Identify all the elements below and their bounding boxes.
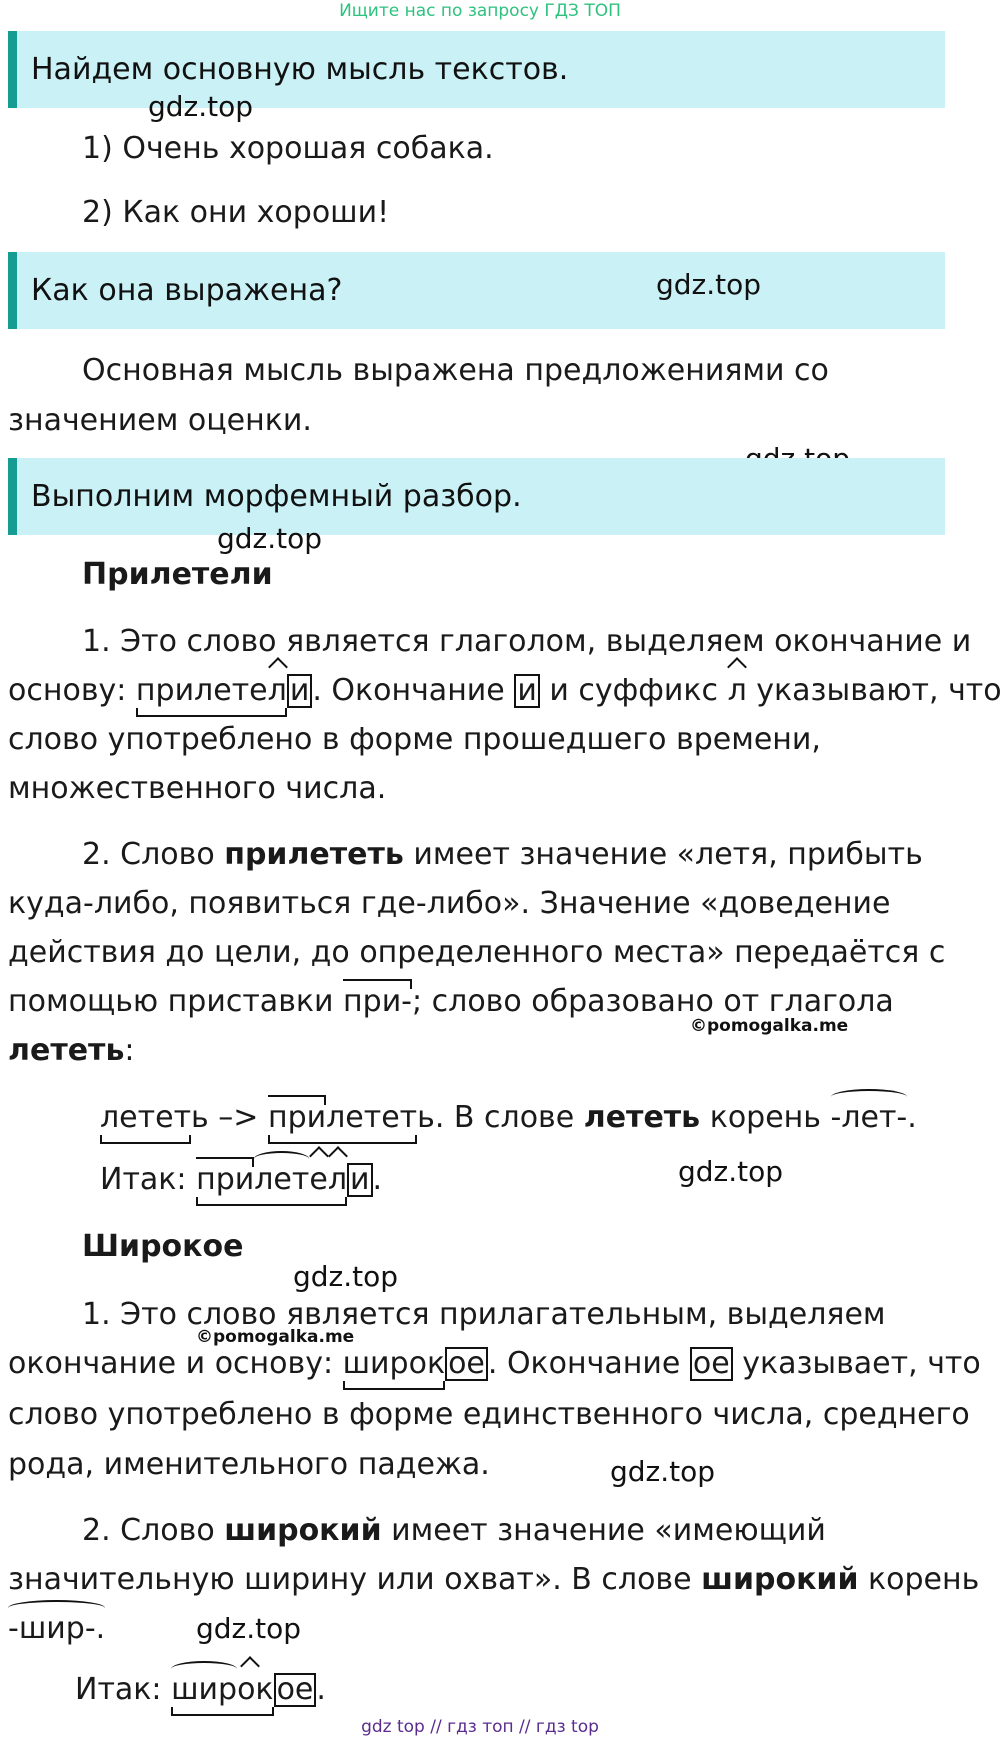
text: 2. Слово	[82, 1513, 225, 1548]
heading-morpheme: Выполним морфемный разбор.	[31, 479, 522, 514]
derivation-line: лететь –> прилететь. В слове лететь корень -лет-.	[100, 1093, 917, 1144]
text: 2. Слово	[82, 837, 225, 872]
suffix-mark: л	[728, 666, 747, 715]
paragraph-line: действия до цели, до определенного места» передаётся с	[8, 935, 946, 970]
text: указывает, что	[732, 1346, 981, 1381]
text: Итак:	[100, 1162, 197, 1197]
prefix-mark: при	[196, 1155, 254, 1204]
ending-mark: и	[514, 674, 540, 708]
text: корень	[858, 1562, 980, 1597]
list-item: 1) Очень хорошая собака.	[82, 131, 494, 166]
paragraph-line: слово употреблено в форме прошедшего времени,	[8, 722, 821, 757]
paragraph-line: значением оценки.	[8, 403, 312, 438]
paragraph-line	[82, 830, 923, 879]
conclusion-line	[75, 1665, 326, 1716]
heading-box-expression	[8, 252, 945, 329]
paragraph-line: Основная мысль выражена предложениями со	[82, 353, 829, 388]
conclusion-line	[100, 1155, 382, 1206]
text: . Окончание	[312, 673, 515, 708]
top-banner: Ищите нас по запросу ГДЗ ТОП	[339, 1, 621, 21]
paragraph-line	[8, 1026, 135, 1075]
paragraph-line: множественного числа.	[8, 771, 387, 806]
root-mark: шир	[171, 1665, 237, 1714]
text: Итак:	[75, 1672, 172, 1707]
paragraph-line	[8, 1604, 105, 1653]
watermark: gdz.top	[196, 1612, 302, 1645]
text: имеет значение «имеющий	[381, 1513, 826, 1548]
root-mark: -лет-	[831, 1093, 908, 1142]
paragraph-line: куда-либо, появиться где-либо». Значение «доведение	[8, 886, 891, 921]
bold-word: лететь	[583, 1100, 701, 1135]
watermark: gdz.top	[678, 1155, 784, 1188]
suffix-mark: л	[268, 666, 287, 715]
paragraph-line	[8, 1339, 981, 1390]
watermark: ©pomogalka.me	[196, 1327, 355, 1347]
word-title: Прилетели	[82, 557, 273, 592]
text: –>	[208, 1100, 268, 1135]
bold-word: лететь	[8, 1033, 125, 1068]
text: имеет значение «летя, прибыть	[403, 837, 923, 872]
ending-mark: ое	[445, 1347, 488, 1381]
paragraph-line	[8, 666, 1002, 717]
text: указывают, что	[746, 673, 1002, 708]
list-item: 2) Как они хороши!	[82, 195, 390, 230]
paragraph-line: слово употреблено в форме единственного числа, среднего	[8, 1397, 970, 1432]
heading-box-morpheme	[8, 458, 945, 535]
heading-main-idea: Найдем основную мысль текстов.	[31, 52, 569, 87]
bold-word: широкий	[701, 1562, 859, 1597]
footer-links: gdz top // гдз топ // гдз top	[361, 1717, 599, 1737]
text: . Окончание	[487, 1346, 690, 1381]
text: значительную ширину или охват». В слове	[8, 1562, 702, 1597]
text: окончание и основу:	[8, 1346, 343, 1381]
prefix-mark: при-	[343, 977, 412, 1026]
text: ; слово образовано от глагола	[412, 984, 894, 1019]
ending-mark: и	[287, 674, 313, 708]
bold-word: широкий	[224, 1513, 382, 1548]
text: корень	[700, 1100, 831, 1135]
watermark: gdz.top	[217, 522, 323, 555]
stem-mark: прилетел	[136, 666, 287, 717]
prefix-mark: при	[268, 1093, 326, 1142]
stem-mark	[171, 1665, 273, 1716]
ending-mark: ое	[690, 1347, 733, 1381]
text: :	[124, 1033, 135, 1068]
suffix-mark: ок	[237, 1665, 273, 1714]
paragraph-line	[8, 1555, 979, 1604]
word-title: Широкое	[82, 1229, 244, 1264]
paragraph-line: 1. Это слово является глаголом, выделяем окончание и	[82, 624, 972, 659]
text: .	[907, 1100, 917, 1135]
root-mark: лет	[254, 1155, 309, 1204]
watermark: gdz.top	[610, 1455, 716, 1488]
watermark: gdz.top	[656, 268, 762, 301]
paragraph-line: 1. Это слово является прилагательным, выделяем	[82, 1297, 886, 1332]
stem-mark	[196, 1155, 347, 1206]
paragraph-line: рода, именительного падежа.	[8, 1447, 490, 1482]
stem-mark: летет	[100, 1093, 191, 1144]
text: . В слове	[434, 1100, 584, 1135]
suffix-mark: л	[328, 1155, 347, 1204]
watermark: gdz.top	[148, 90, 254, 123]
text: помощью приставки	[8, 984, 344, 1019]
bold-word: прилететь	[224, 837, 404, 872]
text: основу:	[8, 673, 136, 708]
stem-mark: широк	[343, 1339, 445, 1390]
text: .	[372, 1162, 383, 1197]
suffix-mark: е	[309, 1155, 327, 1204]
watermark: gdz.top	[293, 1260, 399, 1293]
stem-mark: прилетет	[268, 1093, 417, 1144]
heading-expression: Как она выражена?	[31, 273, 343, 308]
ending-mark: ое	[274, 1673, 317, 1707]
text: и суффикс	[539, 673, 728, 708]
ending-mark: и	[347, 1163, 373, 1197]
watermark: ©pomogalka.me	[690, 1016, 849, 1036]
root-mark: -шир-.	[8, 1604, 105, 1653]
paragraph-line	[82, 1506, 826, 1555]
text: .	[316, 1672, 326, 1707]
